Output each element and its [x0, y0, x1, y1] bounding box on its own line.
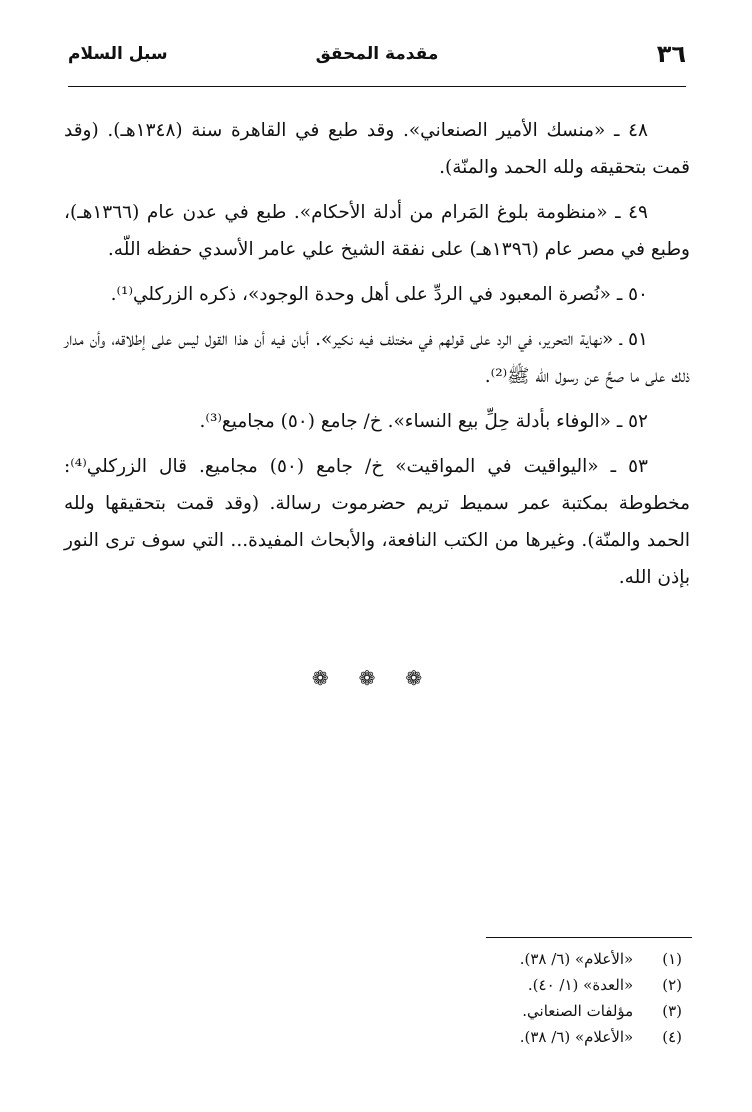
footnote-text: مؤلفات الصنعاني.	[522, 1002, 634, 1020]
footnote-item	[322, 998, 682, 1024]
footnote-item	[322, 946, 682, 972]
footnote-item	[322, 972, 682, 998]
footnote-number: (١)	[662, 950, 682, 968]
ornament-flower-icon: ❁	[358, 666, 394, 690]
paragraph-48: ٤٨ ـ «منسك الأمير الصنعاني». وقد طبع في القاهرة سنة (١٣٤٨هـ). (وقد قمت بتحقيقه ولله الحمد والمنّة).	[64, 120, 690, 178]
footnote-number: (٣)	[662, 1002, 682, 1020]
ornament-flower-icon: ❁	[405, 666, 441, 690]
page-number: ٣٦	[656, 40, 686, 68]
main-text	[64, 112, 690, 604]
footnote-number: (٢)	[662, 976, 682, 994]
footnote-number: (٤)	[662, 1028, 682, 1046]
footnote-item	[322, 1024, 682, 1050]
footnote-text: «الأعلام» (٦/ ٣٨).	[519, 950, 634, 968]
paragraph-51: ٥١ ـ «نهاية التحرير، في الرد على قولهم في مختلف فيه نكير». أبان فيه أن هذا القول ليس على إطلاقه، وأن مدار ذلك على ما صحَّ عن رسول اللّه ﷺ⁽²⁾.	[64, 329, 690, 387]
header-divider	[68, 86, 686, 87]
footnote-text: «العدة» (١/ ٤٠).	[527, 976, 634, 994]
paragraph-50: ٥٠ ـ «نُصرة المعبود في الردِّ على أهل وحدة الوجود»، ذكره الزركلي⁽¹⁾.	[110, 284, 648, 305]
footnote-text: «الأعلام» (٦/ ٣٨).	[519, 1028, 634, 1046]
footnote-divider	[486, 937, 692, 938]
paragraph-53: ٥٣ ـ «اليواقيت في المواقيت» خ/ جامع (٥٠) مجاميع. قال الزركلي⁽⁴⁾: مخطوطة بمكتبة عمر سميط تريم حضرموت رسالة. (وقد قمت بتحقيقها ولله الحمد والمنّة). وغيرها من الكتب النافعة، والأبحاث المفيدة... التي سوف ترى النور بإذن الله.	[64, 456, 690, 588]
paragraph-52: ٥٢ ـ «الوفاء بأدلة حِلِّ بيع النساء». خ/ جامع (٥٠) مجاميع⁽³⁾.	[199, 411, 648, 432]
paragraph-49: ٤٩ ـ «منظومة بلوغ المَرام من أدلة الأحكام». طبع في عدن عام (١٣٦٦هـ)، وطبع في مصر عام (١٣٩٦هـ) على نفقة الشيخ علي عامر الأسدي حفظه اللّه.	[64, 202, 690, 260]
ornament-flower-icon: ❁	[311, 666, 347, 690]
book-title: سبل السلام	[68, 44, 168, 64]
running-header	[68, 40, 686, 74]
section-end-ornaments	[0, 666, 752, 690]
footnotes	[322, 946, 682, 1050]
chapter-title: مقدمة المحقق	[315, 44, 439, 64]
